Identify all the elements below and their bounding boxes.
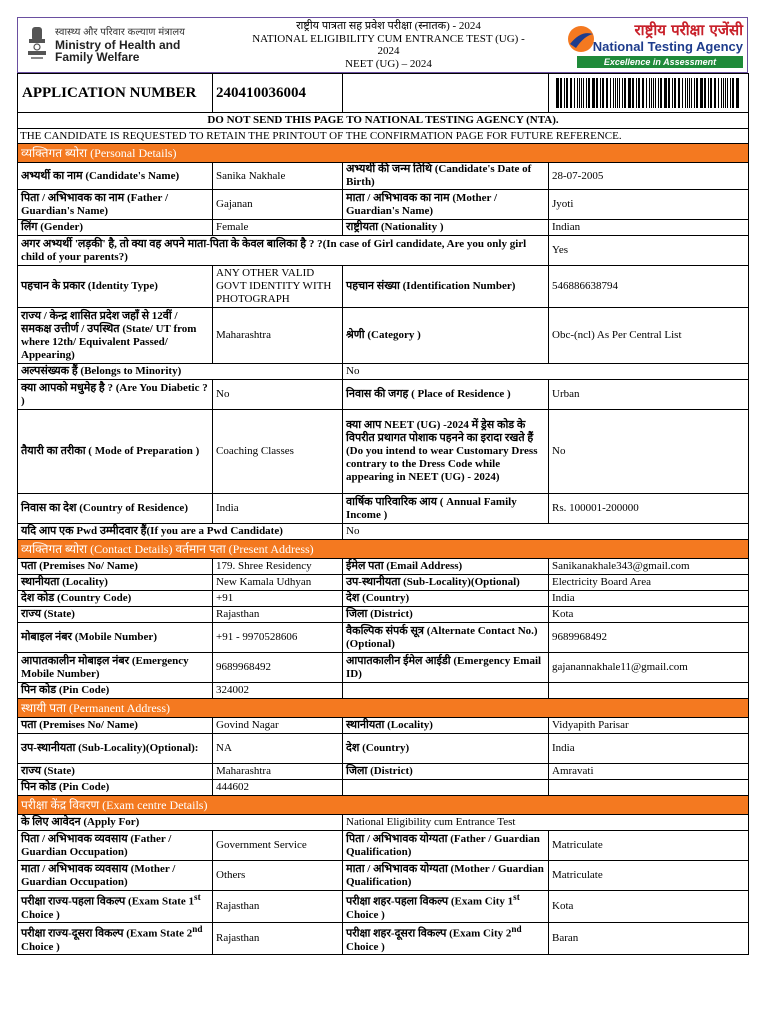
table-row	[18, 815, 749, 831]
field-value: No	[213, 380, 343, 410]
field-label: पिता / अभिभावक योग्यता (Father / Guardian Qualification)	[343, 831, 549, 861]
field-label: अगर अभ्यर्थी 'लड़की' है, तो क्या वह अपने माता-पिता के केवल बालिका है ? ?(In case of Girl candidate, Are you only girl child of your parents?)	[18, 236, 549, 266]
blank-cell	[343, 683, 549, 699]
blank-cell	[343, 780, 549, 796]
table-row	[18, 220, 749, 236]
application-table	[17, 73, 749, 955]
field-value: Sanika Nakhale	[213, 163, 343, 190]
table-row	[18, 683, 749, 699]
field-label	[18, 923, 213, 955]
field-value: 444602	[213, 780, 343, 796]
field-label: उप-स्थानीयता (Sub-Locality)(Optional):	[18, 734, 213, 764]
field-label: निवास का देश (Country of Residence)	[18, 494, 213, 524]
field-value: Urban	[549, 380, 749, 410]
field-label	[343, 891, 549, 923]
field-label: पिन कोड (Pin Code)	[18, 780, 213, 796]
field-label: स्थानीयता (Locality)	[18, 575, 213, 591]
nta-logo-icon	[566, 24, 596, 54]
exam-title-en-line3: NEET (UG) – 2024	[345, 57, 432, 70]
field-value: Maharashtra	[213, 308, 343, 364]
table-row	[18, 623, 749, 653]
field-value: Indian	[549, 220, 749, 236]
nta-name-english: National Testing Agency	[592, 39, 743, 54]
nta-logo-block	[564, 18, 747, 72]
table-row	[18, 364, 749, 380]
field-label: पिता / अभिभावक व्यवसाय (Father / Guardian Occupation)	[18, 831, 213, 861]
field-value: Vidyapith Parisar	[549, 718, 749, 734]
field-value: Others	[213, 861, 343, 891]
field-value: 546886638794	[549, 266, 749, 308]
field-value: Baran	[549, 923, 749, 955]
table-row	[18, 524, 749, 540]
field-label: आपातकालीन ईमेल आईडी (Emergency Email ID)	[343, 653, 549, 683]
field-value: Amravati	[549, 764, 749, 780]
field-value: Yes	[549, 236, 749, 266]
nta-name-hindi: राष्ट्रीय परीक्षा एजेंसी	[634, 21, 743, 39]
field-value: National Eligibility cum Entrance Test	[343, 815, 749, 831]
field-value: Coaching Classes	[213, 410, 343, 494]
field-value: Rajasthan	[213, 923, 343, 955]
barcode-image	[554, 78, 744, 108]
field-value: Obc-(ncl) As Per Central List	[549, 308, 749, 364]
field-value: NA	[213, 734, 343, 764]
label-text: परीक्षा शहर-पहला विकल्प (Exam City 1	[346, 895, 514, 908]
table-row	[18, 923, 749, 955]
field-label: माता / अभिभावक व्यवसाय (Mother / Guardian Occupation)	[18, 861, 213, 891]
label-text: Choice )	[21, 908, 60, 921]
table-row	[18, 764, 749, 780]
table-row	[18, 380, 749, 410]
table-row	[18, 163, 749, 190]
ministry-name-line1: Ministry of Health and	[55, 38, 181, 52]
field-label: उप-स्थानीयता (Sub-Locality)(Optional)	[343, 575, 549, 591]
field-label: आपातकालीन मोबाइल नंबर (Emergency Mobile Number)	[18, 653, 213, 683]
ministry-block	[18, 18, 213, 72]
field-label: वार्षिक पारिवारिक आय ( Annual Family Income )	[343, 494, 549, 524]
field-value: Kota	[549, 891, 749, 923]
field-value: Govind Nagar	[213, 718, 343, 734]
label-text: Choice )	[346, 940, 385, 953]
nta-tagline: Excellence in Assessment	[577, 56, 743, 68]
page-header	[17, 17, 748, 73]
field-value: Electricity Board Area	[549, 575, 749, 591]
field-value: Kota	[549, 607, 749, 623]
field-label: पता (Premises No/ Name)	[18, 718, 213, 734]
field-label: राज्य (State)	[18, 607, 213, 623]
field-value: 324002	[213, 683, 343, 699]
field-value: Rs. 100001-200000	[549, 494, 749, 524]
field-label: देश कोड (Country Code)	[18, 591, 213, 607]
field-label: पिन कोड (Pin Code)	[18, 683, 213, 699]
field-label: क्या आपको मधुमेह है ? (Are You Diabetic ? )	[18, 380, 213, 410]
table-row	[18, 494, 749, 524]
field-value: gajanannakhale11@gmail.com	[549, 653, 749, 683]
field-label: देश (Country)	[343, 591, 549, 607]
field-value: Government Service	[213, 831, 343, 861]
field-label: राज्य (State)	[18, 764, 213, 780]
field-value: Rajasthan	[213, 891, 343, 923]
field-label: अभ्यर्थी की जन्म तिथि (Candidate's Date of Birth)	[343, 163, 549, 190]
field-value: Matriculate	[549, 861, 749, 891]
field-label	[18, 891, 213, 923]
notice-do-not-send: DO NOT SEND THIS PAGE TO NATIONAL TESTING AGENCY (NTA).	[18, 113, 749, 129]
table-row	[18, 190, 749, 220]
field-value: Matriculate	[549, 831, 749, 861]
field-label: अभ्यर्थी का नाम (Candidate's Name)	[18, 163, 213, 190]
table-row	[18, 831, 749, 861]
field-label: वैकल्पिक संपर्क सूत्र (Alternate Contact No.) (Optional)	[343, 623, 549, 653]
field-label: माता / अभिभावक योग्यता (Mother / Guardian Qualification)	[343, 861, 549, 891]
table-row	[18, 575, 749, 591]
field-value: 9689968492	[549, 623, 749, 653]
ministry-name-line2: Family Welfare	[55, 50, 140, 64]
field-label: राज्य / केन्द्र शासित प्रदेश जहाँ से 12वीं / समकक्ष उत्तीर्ण / उपस्थित (State/ UT from where 12th/ Equivalent Passed/ Appearing)	[18, 308, 213, 364]
field-value: Sanikanakhale343@gmail.com	[549, 559, 749, 575]
table-row	[18, 718, 749, 734]
field-label: निवास की जगह ( Place of Residence )	[343, 380, 549, 410]
section-personal-details: व्यक्तिगत ब्योरा (Personal Details)	[18, 144, 749, 163]
field-value: New Kamala Udhyan	[213, 575, 343, 591]
field-value: 28-07-2005	[549, 163, 749, 190]
table-row	[18, 861, 749, 891]
field-label: यदि आप एक Pwd उम्मीदवार हैं(If you are a Pwd Candidate)	[18, 524, 343, 540]
table-row	[18, 734, 749, 764]
field-value: +91	[213, 591, 343, 607]
application-number-value: 240410036004	[213, 74, 343, 113]
section-contact-details: व्यक्तिगत ब्योरा (Contact Details) वर्तमान पता (Present Address)	[18, 540, 749, 559]
barcode-cell	[549, 74, 749, 113]
field-value: Jyoti	[549, 190, 749, 220]
exam-title-en-line2: 2024	[377, 45, 400, 57]
field-value: India	[549, 591, 749, 607]
blank-cell	[549, 780, 749, 796]
blank-cell	[549, 683, 749, 699]
field-value: ANY OTHER VALID GOVT IDENTITY WITH PHOTOGRAPH	[213, 266, 343, 308]
table-row	[18, 780, 749, 796]
label-text: परीक्षा राज्य-पहला विकल्प (Exam State 1	[21, 895, 195, 908]
field-value: No	[343, 364, 749, 380]
section-exam-centre: परीक्षा केंद्र विवरण (Exam centre Details)	[18, 796, 749, 815]
table-row	[18, 236, 749, 266]
table-row	[18, 308, 749, 364]
table-row	[18, 607, 749, 623]
ministry-name-hindi: स्वास्थ्य और परिवार कल्याण मंत्रालय	[55, 27, 185, 38]
ordinal-suffix: nd	[192, 924, 203, 935]
field-value: +91 - 9970528606	[213, 623, 343, 653]
ordinal-suffix: st	[513, 892, 520, 903]
field-value: No	[549, 410, 749, 494]
confirmation-page	[17, 17, 748, 955]
table-row	[18, 591, 749, 607]
field-label: अल्पसंख्यक हैं (Belongs to Minority)	[18, 364, 343, 380]
field-label: के लिए आवेदन (Apply For)	[18, 815, 343, 831]
field-value: Gajanan	[213, 190, 343, 220]
label-text: Choice )	[21, 940, 60, 953]
field-value: Female	[213, 220, 343, 236]
blank-cell	[343, 74, 549, 113]
table-row	[18, 891, 749, 923]
field-value: Maharashtra	[213, 764, 343, 780]
field-label: क्या आप NEET (UG) -2024 में ड्रेस कोड के विपरीत प्रथागत पोशाक पहनने का इरादा रखते हैं (Do you intend to wear Customary Dress contrary to the Dress Code while appearing in NEET (UG) - 2024)	[343, 410, 549, 494]
ordinal-suffix: st	[194, 892, 201, 903]
field-value: India	[549, 734, 749, 764]
field-label	[343, 923, 549, 955]
label-text: परीक्षा राज्य-दूसरा विकल्प (Exam State 2	[21, 927, 193, 940]
field-value: 179. Shree Residency	[213, 559, 343, 575]
field-label: जिला (District)	[343, 764, 549, 780]
national-emblem-icon	[23, 25, 51, 65]
table-row	[18, 559, 749, 575]
application-number-row	[18, 74, 749, 113]
field-label: जिला (District)	[343, 607, 549, 623]
exam-title-hindi: राष्ट्रीय पात्रता सह प्रवेश परीक्षा (स्नातक) - 2024	[296, 20, 481, 32]
ordinal-suffix: nd	[511, 924, 522, 935]
exam-title	[213, 18, 564, 72]
section-permanent-address: स्थायी पता (Permanent Address)	[18, 699, 749, 718]
notice-retain-printout: THE CANDIDATE IS REQUESTED TO RETAIN THE PRINTOUT OF THE CONFIRMATION PAGE FOR FUTURE REFERENCE.	[18, 129, 749, 144]
field-label: राष्ट्रीयता (Nationality )	[343, 220, 549, 236]
field-label: तैयारी का तरीका ( Mode of Preparation )	[18, 410, 213, 494]
field-value: 9689968492	[213, 653, 343, 683]
table-row	[18, 266, 749, 308]
exam-title-en-line1: NATIONAL ELIGIBILITY CUM ENTRANCE TEST (UG) -	[252, 32, 525, 45]
field-label: पता (Premises No/ Name)	[18, 559, 213, 575]
field-label: देश (Country)	[343, 734, 549, 764]
label-text: Choice )	[346, 908, 385, 921]
application-number-label: APPLICATION NUMBER	[18, 74, 213, 113]
field-label: स्थानीयता (Locality)	[343, 718, 549, 734]
field-label: श्रेणी (Category )	[343, 308, 549, 364]
field-label: पिता / अभिभावक का नाम (Father / Guardian's Name)	[18, 190, 213, 220]
field-value: Rajasthan	[213, 607, 343, 623]
table-row	[18, 653, 749, 683]
field-label: मोबाइल नंबर (Mobile Number)	[18, 623, 213, 653]
field-label: माता / अभिभावक का नाम (Mother / Guardian's Name)	[343, 190, 549, 220]
field-label: लिंग (Gender)	[18, 220, 213, 236]
field-label: ईमेल पता (Email Address)	[343, 559, 549, 575]
table-row	[18, 410, 749, 494]
field-label: पहचान के प्रकार (Identity Type)	[18, 266, 213, 308]
field-value: No	[343, 524, 749, 540]
label-text: परीक्षा शहर-दूसरा विकल्प (Exam City 2	[346, 927, 512, 940]
field-value: India	[213, 494, 343, 524]
field-label: पहचान संख्या (Identification Number)	[343, 266, 549, 308]
